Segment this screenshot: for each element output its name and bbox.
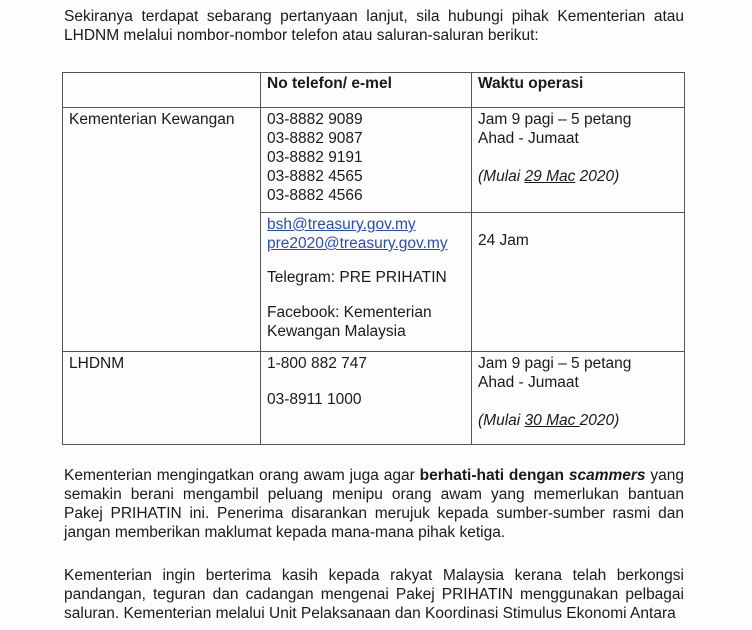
email-link[interactable]: bsh@treasury.gov.my	[267, 216, 416, 233]
warning-text: Kementerian mengingatkan orang awam juga agar	[64, 467, 420, 484]
start-date: 30 Mac	[524, 412, 580, 429]
start-date-note	[478, 167, 678, 186]
online-hours: 24 Jam	[478, 232, 529, 249]
start-date-note	[478, 411, 678, 430]
cell-kewangan-online-hours	[472, 213, 685, 352]
table-row-lhdnm	[63, 352, 685, 445]
phone-number: 03-8882 9089	[267, 111, 363, 128]
phone-number: 1-800 882 747	[267, 355, 367, 372]
hours-days: Ahad - Jumaat	[478, 130, 579, 147]
warning-text-rest: yang semakin berani mengambil peluang menipu orang awam yang memerlukan bantuan Pakej PRIHATIN ini. Penerima disarankan merujuk kepada sumber-sumber rasmi dan jangan memberikan maklumat kepada mana-mana pihak ketiga.	[64, 467, 685, 541]
contact-table	[62, 72, 685, 445]
header-hours: Waktu operasi	[472, 73, 685, 108]
cell-org-kewangan	[63, 108, 261, 352]
cell-lhdnm-hours	[472, 352, 685, 445]
warning-bold: berhati-hati dengan	[419, 467, 569, 484]
table-row-kewangan-phone	[63, 108, 685, 213]
org-kewangan: Kementerian Kewangan	[69, 111, 235, 128]
cell-kewangan-hours	[472, 108, 685, 213]
hours-time: Jam 9 pagi – 5 petang	[478, 111, 632, 128]
start-suffix: 2020)	[579, 412, 620, 429]
phone-number: 03-8882 9087	[267, 130, 363, 147]
header-organization	[63, 73, 261, 108]
phone-number: 03-8882 9191	[267, 149, 363, 166]
header-contact: No telefon/ e-mel	[261, 73, 472, 108]
phone-number: 03-8882 4566	[267, 187, 363, 204]
cell-kewangan-online	[261, 213, 472, 352]
phone-number: 03-8882 4565	[267, 168, 363, 185]
telegram-channel: Telegram: PRE PRIHATIN	[267, 269, 447, 286]
cell-kewangan-phones	[261, 108, 472, 213]
facebook-channel-name: Kewangan Malaysia	[267, 323, 406, 340]
org-lhdnm: LHDNM	[69, 355, 125, 372]
start-prefix: (Mulai	[478, 168, 525, 185]
start-date: 29 Mac	[524, 168, 576, 185]
hours-time: Jam 9 pagi – 5 petang	[478, 355, 632, 372]
cell-lhdnm-phones	[261, 352, 472, 445]
table-header-row	[63, 73, 685, 108]
start-suffix: 2020)	[575, 168, 620, 185]
phone-number: 03-8911 1000	[267, 391, 362, 408]
intro-paragraph: Sekiranya terdapat sebarang pertanyaan lanjut, sila hubungi pihak Kementerian atau LHDNM melalui nombor-nombor telefon atau saluran-saluran berikut:	[64, 8, 684, 44]
hours-days: Ahad - Jumaat	[478, 374, 579, 391]
email-link[interactable]: pre2020@treasury.gov.my	[267, 235, 448, 252]
warning-bold-italic: scammers	[568, 467, 646, 484]
cell-org-lhdnm	[63, 352, 261, 445]
start-prefix: (Mulai	[478, 412, 525, 429]
scam-warning-paragraph	[64, 466, 684, 542]
thanks-paragraph: Kementerian ingin berterima kasih kepada rakyat Malaysia kerana telah berkongsi pandangan, teguran dan cadangan mengenai Pakej PRIHATIN menggunakan pelbagai saluran. Kementerian melalui Unit Pelaksanaan dan Koordinasi Stimulus Ekonomi Antara	[64, 567, 684, 622]
facebook-channel: Facebook: Kementerian	[267, 304, 432, 321]
